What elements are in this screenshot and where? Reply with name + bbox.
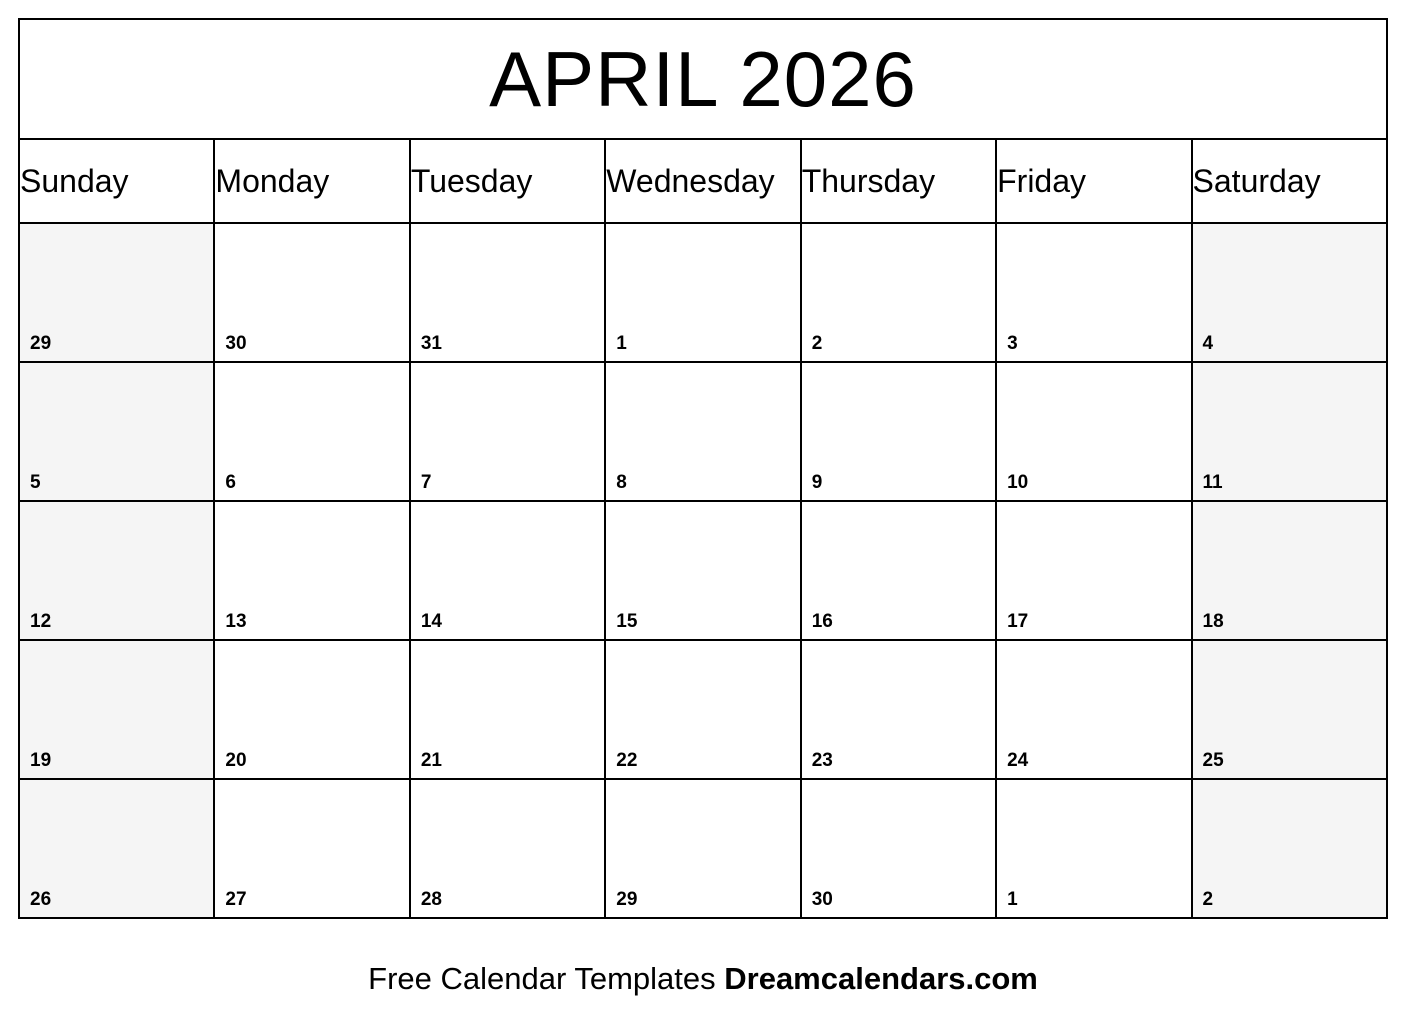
calendar-week-row [19,223,1387,362]
day-cell[interactable] [410,362,605,501]
day-number: 5 [30,472,41,493]
day-number: 1 [1007,889,1018,910]
weekday-header-saturday: Saturday [1192,139,1387,223]
day-number: 21 [420,750,442,771]
calendar-container [18,18,1388,919]
weekday-header-wednesday: Wednesday [605,139,800,223]
day-cell[interactable] [801,640,996,779]
monthly-calendar-table [18,18,1388,919]
day-cell[interactable] [410,779,605,918]
day-number: 14 [420,611,442,632]
day-cell[interactable] [19,223,214,362]
weekday-header-sunday: Sunday [19,139,214,223]
weekday-header-friday: Friday [996,139,1191,223]
day-number: 30 [225,333,247,354]
day-number: 1 [616,333,627,354]
day-cell[interactable] [996,362,1191,501]
weekday-header-tuesday: Tuesday [410,139,605,223]
day-cell[interactable] [410,223,605,362]
day-cell[interactable] [801,223,996,362]
day-cell[interactable] [1192,640,1387,779]
footer-free-text: Free Calendar Templates [368,961,725,996]
day-cell[interactable] [214,501,409,640]
day-number: 9 [811,472,823,493]
day-number: 7 [420,472,432,493]
day-number: 11 [1202,472,1223,493]
day-number: 16 [811,611,833,632]
day-number: 18 [1202,611,1224,632]
day-number: 28 [420,889,442,910]
day-number: 29 [30,333,52,354]
day-number: 15 [616,611,638,632]
day-cell[interactable] [19,779,214,918]
day-cell[interactable] [214,223,409,362]
calendar-week-row [19,779,1387,918]
day-number: 30 [811,889,833,910]
weekday-header-thursday: Thursday [801,139,996,223]
day-cell[interactable] [19,640,214,779]
day-cell[interactable] [996,223,1191,362]
day-cell[interactable] [605,779,800,918]
day-number: 22 [616,750,638,771]
calendar-week-row [19,362,1387,501]
day-cell[interactable] [996,640,1191,779]
day-number: 13 [225,611,247,632]
day-cell[interactable] [19,362,214,501]
day-cell[interactable] [1192,362,1387,501]
day-cell[interactable] [1192,223,1387,362]
day-cell[interactable] [214,779,409,918]
day-cell[interactable] [605,501,800,640]
day-number: 4 [1202,333,1214,354]
day-number: 27 [225,889,247,910]
day-cell[interactable] [214,640,409,779]
day-number: 10 [1007,472,1029,493]
day-cell[interactable] [1192,501,1387,640]
day-cell[interactable] [1192,779,1387,918]
day-number: 26 [30,889,52,910]
day-number: 19 [30,750,52,771]
day-cell[interactable] [214,362,409,501]
weekday-header-monday: Monday [214,139,409,223]
footer-brand-link[interactable]: Dreamcalendars.com [724,961,1038,996]
day-cell[interactable] [410,640,605,779]
day-cell[interactable] [996,779,1191,918]
day-cell[interactable] [801,501,996,640]
day-number: 29 [616,889,638,910]
day-cell[interactable] [605,362,800,501]
day-cell[interactable] [801,362,996,501]
day-cell[interactable] [410,501,605,640]
calendar-week-row [19,501,1387,640]
day-number: 23 [811,750,833,771]
day-number: 3 [1007,333,1018,354]
day-number: 31 [420,333,442,354]
day-cell[interactable] [605,223,800,362]
calendar-title-row [19,19,1387,139]
day-number: 8 [616,472,627,493]
day-number: 17 [1007,611,1029,632]
day-cell[interactable] [996,501,1191,640]
day-number: 2 [1202,889,1214,910]
day-number: 25 [1202,750,1224,771]
day-cell[interactable] [19,501,214,640]
day-number: 12 [30,611,52,632]
day-number: 20 [225,750,247,771]
footer-credit [0,963,1406,994]
day-cell[interactable] [801,779,996,918]
page-title: APRIL 2026 [489,35,917,123]
weekday-header-row [19,139,1387,223]
calendar-week-row [19,640,1387,779]
day-number: 6 [225,472,236,493]
month-title-cell [19,19,1387,139]
day-cell[interactable] [605,640,800,779]
day-number: 2 [811,333,823,354]
day-number: 24 [1007,750,1029,771]
